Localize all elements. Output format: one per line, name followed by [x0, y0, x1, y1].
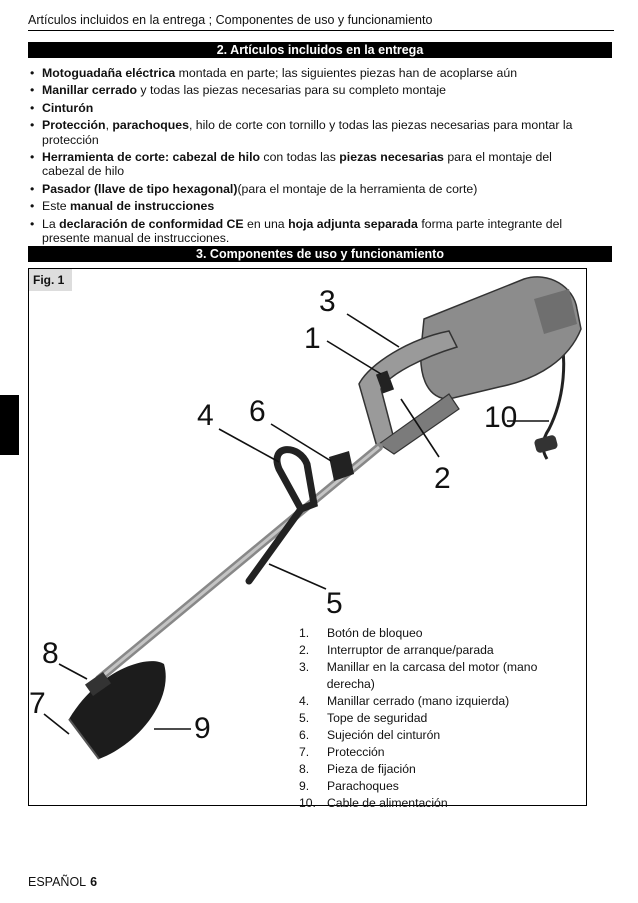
side-thumb-tab	[0, 395, 19, 455]
page-footer	[28, 875, 97, 889]
leader-line	[327, 341, 381, 374]
figure-1	[28, 268, 587, 810]
plug-icon	[534, 434, 559, 453]
front-handle-loop	[277, 450, 314, 509]
legend-item: 1. Botón de bloqueo	[299, 626, 423, 640]
list-item: • La declaración de conformidad CE en una hoja adjunta separada forma parte integrante del presente manual de instrucciones.	[30, 216, 563, 246]
figure-label: Fig. 1	[29, 269, 72, 291]
legend-item: 5. Tope de seguridad	[299, 711, 428, 725]
section-3-heading	[28, 246, 612, 262]
legend-item: 6. Sujeción del cinturón	[299, 728, 441, 742]
legend-item: 3. Manillar en la carcasa del motor (mano derecha)	[299, 660, 538, 691]
handle-base	[379, 394, 459, 454]
callout-4: 4	[197, 399, 214, 432]
callout-2: 2	[434, 462, 451, 495]
callout-7: 7	[29, 687, 46, 720]
section-2-heading	[28, 42, 612, 58]
leader-line	[59, 664, 87, 679]
bullet-icon: •	[30, 83, 35, 98]
section-2-title: 2. Artículos incluidos en la entrega	[216, 43, 424, 57]
leader-line	[219, 429, 279, 462]
callout-10: 10	[484, 401, 518, 434]
legend-item: 2. Interruptor de arranque/parada	[299, 643, 494, 657]
bullet-icon: •	[30, 100, 35, 115]
callout-3: 3	[319, 285, 336, 318]
page-number: 6	[90, 875, 98, 889]
list-item: • Protección, parachoques, hilo de corte con tornillo y todas las piezas necesarias para montar la protección	[30, 118, 573, 147]
bullet-icon: •	[30, 199, 35, 214]
legend-item: 10. Cable de alimentación	[299, 796, 448, 810]
guard	[69, 661, 166, 759]
callout-1: 1	[304, 322, 321, 355]
callout-9: 9	[194, 712, 211, 745]
included-items-list	[28, 66, 588, 248]
list-item: • Manillar cerrado y todas las piezas necesarias para su completo montaje	[30, 83, 446, 98]
list-item: • Herramienta de corte: cabezal de hilo con todas las piezas necesarias para el montaje del cabezal de hilo	[30, 150, 552, 179]
bullet-icon: •	[30, 66, 35, 80]
list-item: • Pasador (llave de tipo hexagonal)(para el montaje de la herramienta de corte)	[30, 181, 478, 196]
bullet-icon: •	[30, 150, 35, 165]
bullet-icon: •	[30, 181, 35, 196]
legend-item: 8. Pieza de fijación	[299, 762, 416, 776]
leader-line	[269, 564, 326, 589]
footer-language: ESPAÑOL	[28, 875, 87, 889]
component-legend	[299, 625, 586, 812]
list-item: • Motoguadaña eléctrica montada en parte; las siguientes piezas han de acoplarse aún	[30, 66, 518, 80]
list-item: • Cinturón	[30, 100, 94, 115]
callout-8: 8	[42, 637, 59, 670]
legend-item: 4. Manillar cerrado (mano izquierda)	[299, 694, 510, 708]
callout-6: 6	[249, 395, 266, 428]
leader-line	[347, 314, 399, 347]
leader-line	[44, 714, 69, 734]
running-header: Artículos incluidos en la entrega ; Componentes de uso y funcionamiento	[28, 13, 433, 27]
legend-item: 7. Protección	[299, 745, 385, 759]
header-rule	[28, 30, 614, 31]
belt-clip	[329, 451, 354, 481]
callout-5: 5	[326, 587, 343, 620]
bullet-icon: •	[30, 118, 35, 133]
legend-item: 9. Parachoques	[299, 779, 399, 793]
section-3-title: 3. Componentes de uso y funcionamiento	[196, 247, 444, 261]
bullet-icon: •	[30, 216, 35, 231]
list-item: • Este manual de instrucciones	[30, 199, 215, 214]
